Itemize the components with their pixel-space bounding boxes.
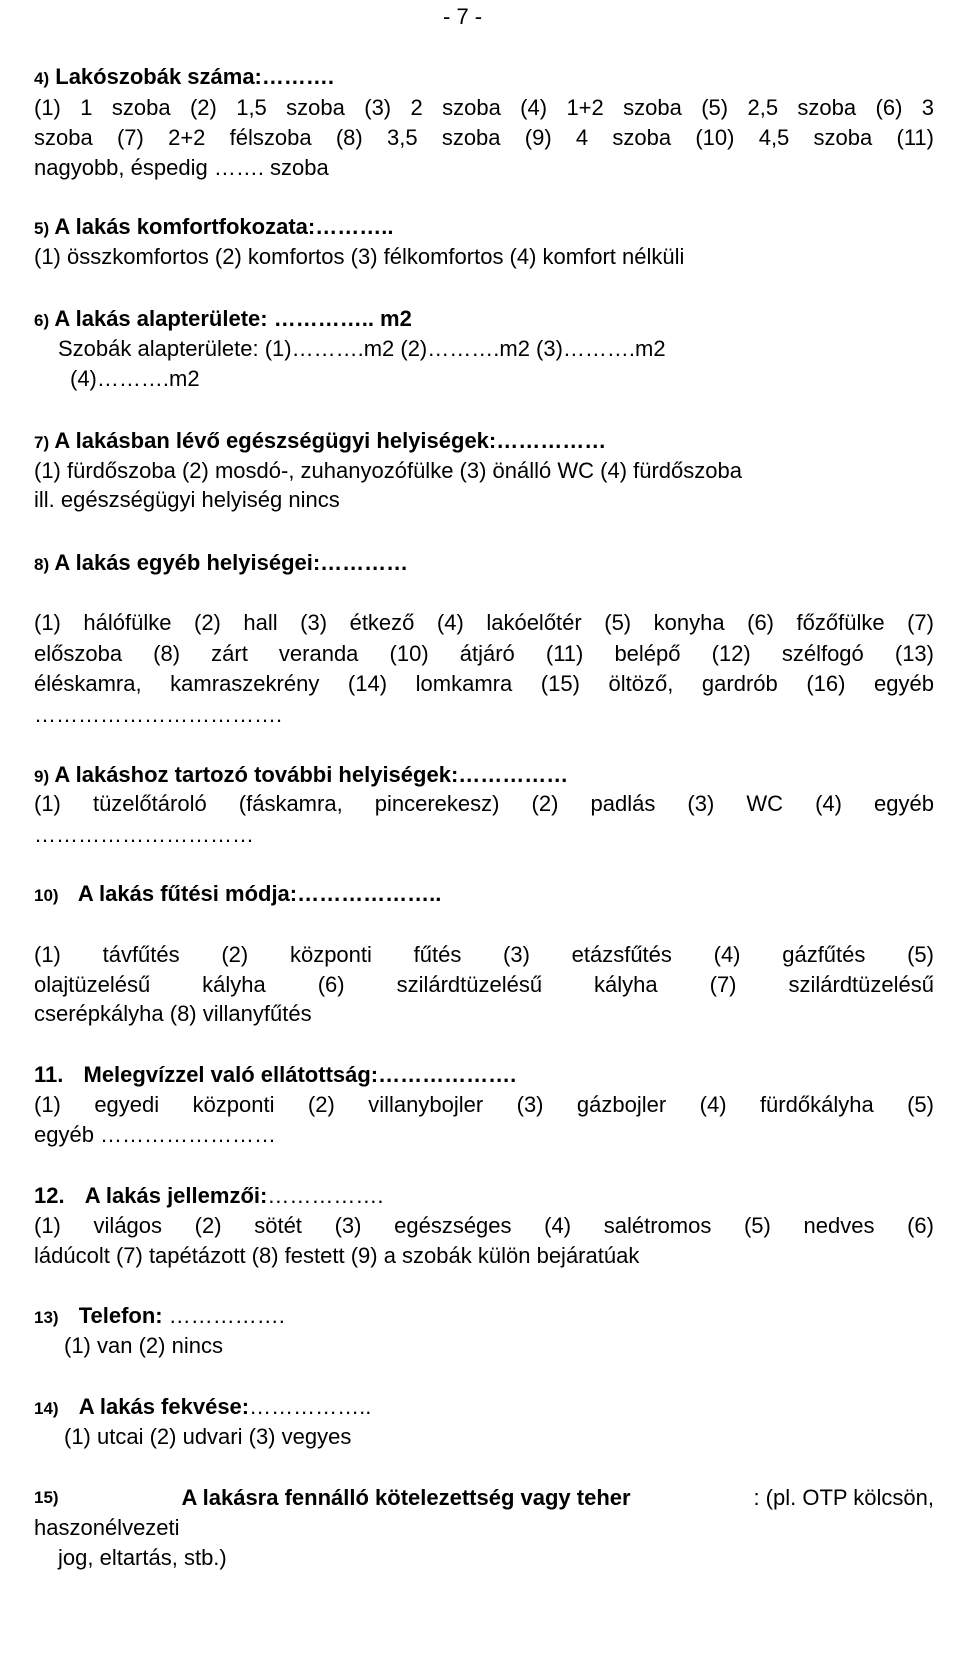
section-7-number: 7) bbox=[34, 433, 50, 452]
section-14-title-dots: …………….. bbox=[249, 1394, 372, 1419]
section-11-title: Melegvízzel való ellátottság:………………. bbox=[83, 1062, 517, 1087]
section-9-heading bbox=[34, 762, 568, 790]
section-14-line-1: (1) utcai (2) udvari (3) vegyes bbox=[64, 1424, 352, 1449]
section-15-heading bbox=[34, 1485, 934, 1511]
section-15-title: A lakásra fennálló kötelezettség vagy teher bbox=[181, 1485, 631, 1510]
section-13-heading bbox=[34, 1303, 285, 1331]
section-10-line-3: cserépkályha (8) villanyfűtés bbox=[34, 1001, 312, 1026]
section-15-line-2: jog, eltartás, stb.) bbox=[58, 1545, 227, 1570]
section-15-number: 15) bbox=[34, 1488, 59, 1507]
section-14-title: A lakás fekvése: bbox=[78, 1394, 250, 1419]
section-12-line-1: (1) világos (2) sötét (3) egészséges (4) salétromos (5) nedves (6) bbox=[34, 1213, 934, 1238]
section-6-heading bbox=[34, 306, 412, 334]
section-5-title: A lakás komfortfokozata:……….. bbox=[54, 214, 394, 239]
section-5-heading bbox=[34, 214, 393, 242]
page-number: - 7 - bbox=[443, 4, 483, 29]
section-13-title: Telefon: bbox=[78, 1303, 163, 1328]
section-8-title: A lakás egyéb helyiségei:………… bbox=[54, 550, 409, 575]
section-14-heading bbox=[34, 1394, 371, 1422]
section-10-heading bbox=[34, 881, 441, 909]
section-4-line-1: (1) 1 szoba (2) 1,5 szoba (3) 2 szoba (4) 1+2 szoba (5) 2,5 szoba (6) 3 bbox=[34, 95, 934, 120]
section-12-heading bbox=[34, 1183, 383, 1209]
section-6-title: A lakás alapterülete: ………….. m2 bbox=[54, 306, 412, 331]
section-10-title: A lakás fűtési módja:……………….. bbox=[77, 881, 442, 906]
section-11-line-1: (1) egyedi központi (2) villanybojler (3) gázbojler (4) fürdőkályha (5) bbox=[34, 1092, 934, 1117]
section-6-line-2: (4)……….m2 bbox=[70, 366, 200, 391]
section-7-line-2: ill. egészségügyi helyiség nincs bbox=[34, 487, 340, 512]
section-15-title-tail: : (pl. OTP kölcsön, bbox=[753, 1485, 934, 1510]
section-11-number: 11. bbox=[34, 1062, 64, 1087]
section-10-number: 10) bbox=[34, 886, 59, 905]
section-9-line-1: (1) tüzelőtároló (fáskamra, pincerekesz) (2) padlás (3) WC (4) egyéb bbox=[34, 791, 934, 816]
section-7-line-1: (1) fürdőszoba (2) mosdó-, zuhanyozófülke (3) önálló WC (4) fürdőszoba bbox=[34, 458, 742, 483]
section-11-line-2: egyéb …………………… bbox=[34, 1122, 277, 1147]
section-11-heading bbox=[34, 1062, 516, 1088]
section-9-number: 9) bbox=[34, 767, 50, 786]
section-7-heading bbox=[34, 428, 606, 456]
section-8-line-1: (1) hálófülke (2) hall (3) étkező (4) lakóelőtér (5) konyha (6) főzőfülke (7) bbox=[34, 610, 934, 635]
section-9-line-2: ………………………… bbox=[34, 822, 254, 847]
section-7-title: A lakásban lévő egészségügyi helyiségek:…………… bbox=[54, 428, 607, 453]
section-14-number: 14) bbox=[34, 1399, 59, 1418]
section-8-line-2: előszoba (8) zárt veranda (10) átjáró (11) belépő (12) szélfogó (13) bbox=[34, 641, 934, 666]
section-10-line-1: (1) távfűtés (2) központi fűtés (3) etázsfűtés (4) gázfűtés (5) bbox=[34, 942, 934, 967]
section-5-line-1: (1) összkomfortos (2) komfortos (3) félkomfortos (4) komfort nélküli bbox=[34, 244, 685, 269]
section-10-line-2: olajtüzelésű kályha (6) szilárdtüzelésű kályha (7) szilárdtüzelésű bbox=[34, 972, 934, 997]
section-6-line-1: Szobák alapterülete: (1)……….m2 (2)……….m2 (3)……….m2 bbox=[58, 336, 666, 361]
section-12-title: A lakás jellemzői: bbox=[84, 1183, 268, 1208]
section-13-title-dots: ……………. bbox=[168, 1303, 285, 1328]
section-4-number: 4) bbox=[34, 69, 50, 88]
section-12-number: 12. bbox=[34, 1183, 65, 1208]
section-4-heading bbox=[34, 64, 334, 92]
section-6-number: 6) bbox=[34, 311, 50, 330]
section-13-line-1: (1) van (2) nincs bbox=[64, 1333, 223, 1358]
section-8-line-4: ……………………………. bbox=[34, 702, 283, 727]
section-5-number: 5) bbox=[34, 219, 50, 238]
section-15-line-1: haszonélvezeti bbox=[34, 1515, 180, 1540]
section-13-number: 13) bbox=[34, 1308, 59, 1327]
section-12-title-dots: ……………. bbox=[267, 1183, 384, 1208]
section-4-line-2: szoba (7) 2+2 félszoba (8) 3,5 szoba (9) 4 szoba (10) 4,5 szoba (11) bbox=[34, 125, 934, 150]
section-8-number: 8) bbox=[34, 555, 50, 574]
section-4-line-3: nagyobb, éspedig ……. szoba bbox=[34, 155, 329, 180]
section-9-title: A lakáshoz tartozó további helyiségek:…………… bbox=[54, 762, 569, 787]
section-8-heading bbox=[34, 550, 408, 578]
section-4-title: Lakószobák száma:………. bbox=[55, 64, 334, 89]
section-12-line-2: ládúcolt (7) tapétázott (8) festett (9) a szobák külön bejáratúak bbox=[34, 1243, 640, 1268]
section-8-line-3: éléskamra, kamraszekrény (14) lomkamra (15) öltöző, gardrób (16) egyéb bbox=[34, 671, 934, 696]
